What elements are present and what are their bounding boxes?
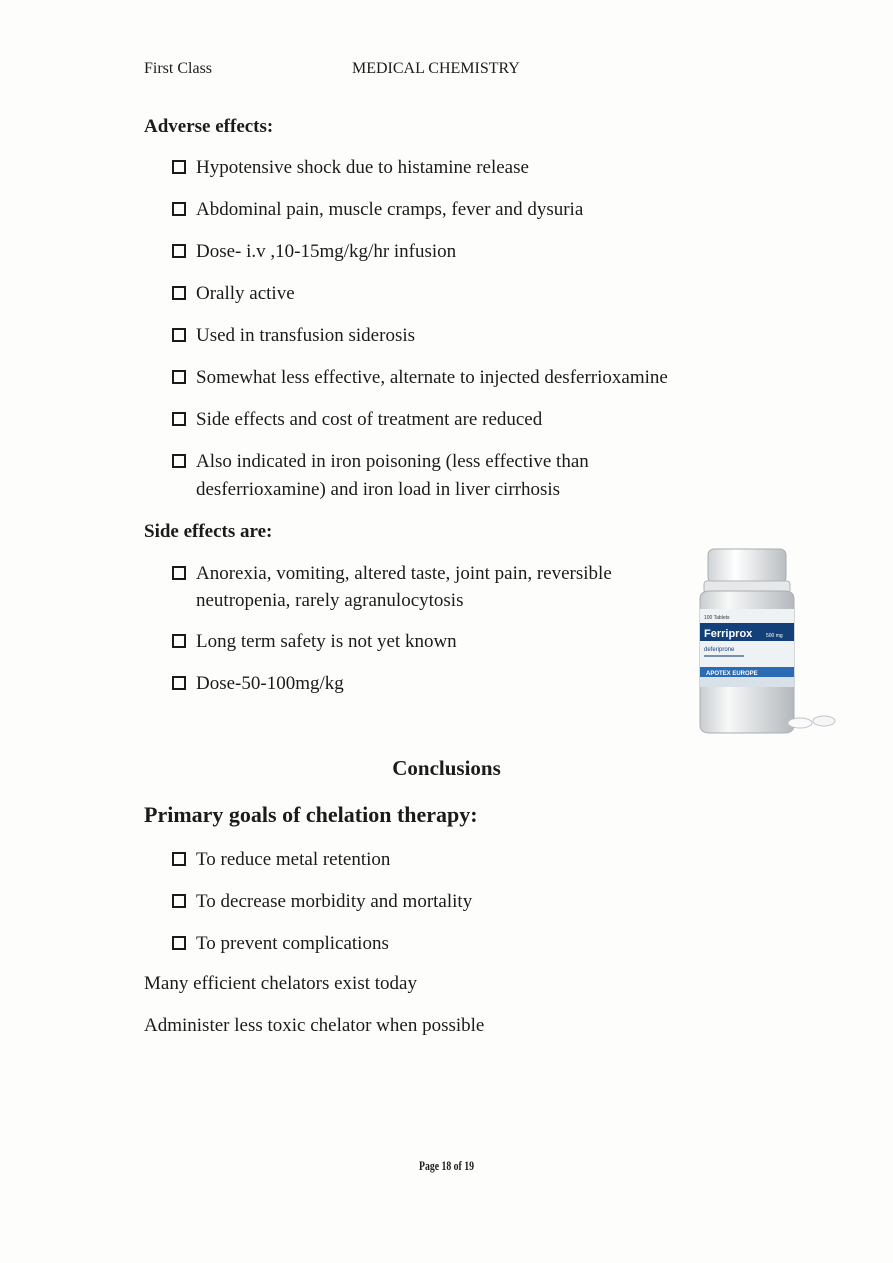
- bottle-generic: deferiprone: [704, 647, 735, 653]
- conclusion-line: Many efficient chelators exist today: [144, 973, 417, 994]
- list-item: Dose- i.v ,10-15mg/kg/hr infusion: [196, 241, 457, 262]
- checkbox-icon: [172, 852, 186, 866]
- list-item: Hypotensive shock due to histamine release: [196, 157, 529, 178]
- list-item: Long term safety is not yet known: [196, 631, 457, 652]
- conclusions-title: Conclusions: [392, 756, 501, 780]
- side-effects-heading: Side effects are:: [144, 521, 273, 542]
- list-item: To reduce metal retention: [196, 849, 391, 870]
- list-item-continuation: desferrioxamine) and iron load in liver cirrhosis: [196, 479, 561, 500]
- list-item: Also indicated in iron poisoning (less effective than: [196, 451, 589, 472]
- checkbox-icon: [172, 566, 186, 580]
- bottle-strength: 500 mg: [766, 633, 783, 639]
- tablet-shape: [788, 718, 812, 728]
- list-item: Abdominal pain, muscle cramps, fever and dysuria: [196, 199, 584, 220]
- list-item: To decrease morbidity and mortality: [196, 891, 473, 912]
- list-item: Somewhat less effective, alternate to injected desferrioxamine: [196, 367, 668, 388]
- list-item: Side effects and cost of treatment are reduced: [196, 409, 543, 430]
- checkbox-icon: [172, 286, 186, 300]
- page-number: Page 18 of 19: [419, 1158, 474, 1173]
- list-item-continuation: neutropenia, rarely agranulocytosis: [196, 590, 464, 611]
- checkbox-icon: [172, 160, 186, 174]
- ferriprox-bottle-image: [696, 547, 844, 737]
- checkbox-icon: [172, 370, 186, 384]
- checkbox-icon: [172, 328, 186, 342]
- checkbox-icon: [172, 244, 186, 258]
- bottle-maker: APOTEX EUROPE: [706, 671, 758, 677]
- header-subject: MEDICAL CHEMISTRY: [352, 60, 520, 77]
- checkbox-icon: [172, 936, 186, 950]
- header-class: First Class: [144, 60, 213, 77]
- checkbox-icon: [172, 454, 186, 468]
- tablet-shape: [813, 716, 835, 726]
- checkbox-icon: [172, 202, 186, 216]
- conclusion-line: Administer less toxic chelator when possible: [144, 1015, 485, 1036]
- bottle-tablet-count: 100 Tablets: [704, 615, 730, 621]
- checkbox-icon: [172, 634, 186, 648]
- list-item: Used in transfusion siderosis: [196, 325, 416, 346]
- checkbox-icon: [172, 894, 186, 908]
- list-item: To prevent complications: [196, 933, 389, 954]
- list-item: Orally active: [196, 283, 295, 304]
- checkbox-icon: [172, 412, 186, 426]
- list-item: Anorexia, vomiting, altered taste, joint pain, reversible: [196, 563, 612, 584]
- goals-heading: Primary goals of chelation therapy:: [144, 802, 478, 827]
- checkbox-icon: [172, 676, 186, 690]
- adverse-effects-heading: Adverse effects:: [144, 116, 274, 137]
- list-item: Dose-50-100mg/kg: [196, 673, 344, 694]
- bottle-brand: Ferriprox: [704, 628, 753, 640]
